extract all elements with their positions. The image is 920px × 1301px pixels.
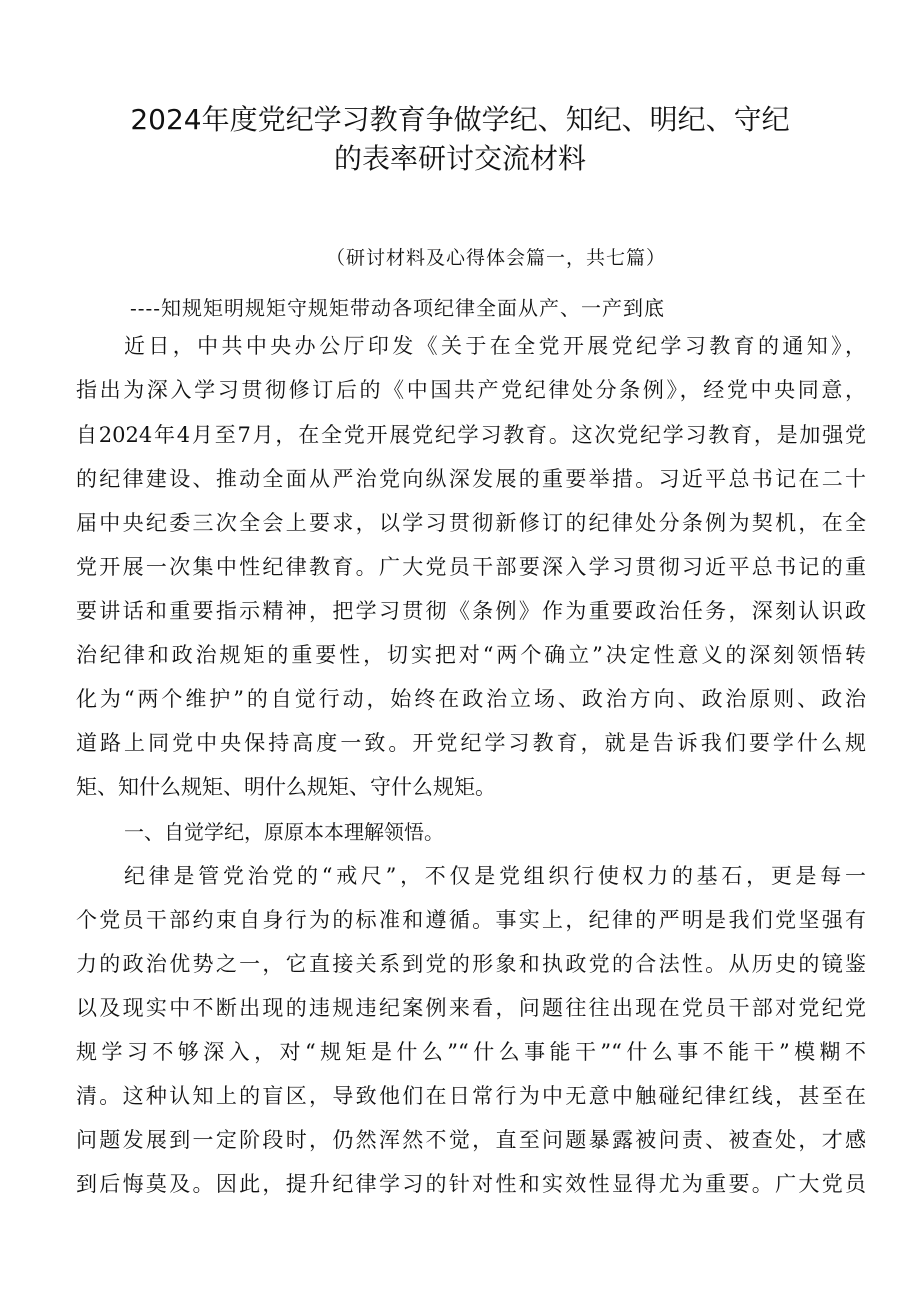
document-title-line2: 的表率研讨交流材料 xyxy=(333,142,586,175)
paragraph1-line: 指出为深入学习贯彻修订后的《中国共产党纪律处分条例》，经党中央同意， xyxy=(76,378,866,402)
paragraph1-line: 化为“两个维护”的自觉行动，始终在政治立场、政治方向、政治原则、政治 xyxy=(76,687,866,711)
paragraph1-line: 的纪律建设、推动全面从严治党向纵深发展的重要举措。习近平总书记在二十 xyxy=(76,467,866,491)
paragraph2-line: 以及现实中不断出现的违规违纪案例来看，问题往往出现在党员干部对党纪党 xyxy=(76,996,866,1020)
section-heading: 一、自觉学纪，原原本本理解领悟。 xyxy=(124,820,444,844)
paragraph2-line: 个党员干部约束自身行为的标准和遵循。事实上，纪律的严明是我们党坚强有 xyxy=(76,908,866,932)
document-subtitle: （研讨材料及心得体会篇一，共七篇） xyxy=(326,247,667,269)
paragraph2-line: 规学习不够深入，对“规矩是什么”“什么事能干”“什么事不能干”模糊不 xyxy=(76,1040,866,1064)
paragraph1-line: 党开展一次集中性纪律教育。广大党员干部要深入学习贯彻习近平总书记的重 xyxy=(76,555,866,579)
paragraph1-line: 治纪律和政治规矩的重要性，切实把对“两个确立”决定性意义的深刻领悟转 xyxy=(76,643,866,667)
document-leadline: ----知规矩明规矩守规矩带动各项纪律全面从产、一产到底 xyxy=(130,296,666,320)
paragraph1-line: 矩、知什么规矩、明什么规矩、守什么规矩。 xyxy=(76,775,496,799)
document-title-line1: 2024年度党纪学习教育争做学纪、知纪、明纪、守纪 xyxy=(130,103,790,136)
paragraph1-line: 近日，中共中央办公厅印发《关于在全党开展党纪学习教育的通知》， xyxy=(124,334,866,358)
paragraph1-line: 自2024年4月至7月，在全党开展党纪学习教育。这次党纪学习教育，是加强党 xyxy=(76,423,866,447)
paragraph2-line: 力的政治优势之一，它直接关系到党的形象和执政党的合法性。从历史的镜鉴 xyxy=(76,952,866,976)
paragraph1-line: 届中央纪委三次全会上要求，以学习贯彻新修订的纪律处分条例为契机，在全 xyxy=(76,511,866,535)
paragraph1-line: 要讲话和重要指示精神，把学习贯彻《条例》作为重要政治任务，深刻认识政 xyxy=(76,599,866,623)
paragraph2-line: 纪律是管党治党的“戒尺”，不仅是党组织行使权力的基石，更是每一 xyxy=(124,864,866,888)
paragraph2-line: 到后悔莫及。因此，提升纪律学习的针对性和实效性显得尤为重要。广大党员 xyxy=(76,1172,866,1196)
paragraph1-line: 道路上同党中央保持高度一致。开党纪学习教育，就是告诉我们要学什么规 xyxy=(76,731,866,755)
paragraph2-line: 问题发展到一定阶段时，仍然浑然不觉，直至问题暴露被问责、被查处，才感 xyxy=(76,1128,866,1152)
paragraph2-line: 清。这种认知上的盲区，导致他们在日常行为中无意中触碰纪律红线，甚至在 xyxy=(76,1084,866,1108)
